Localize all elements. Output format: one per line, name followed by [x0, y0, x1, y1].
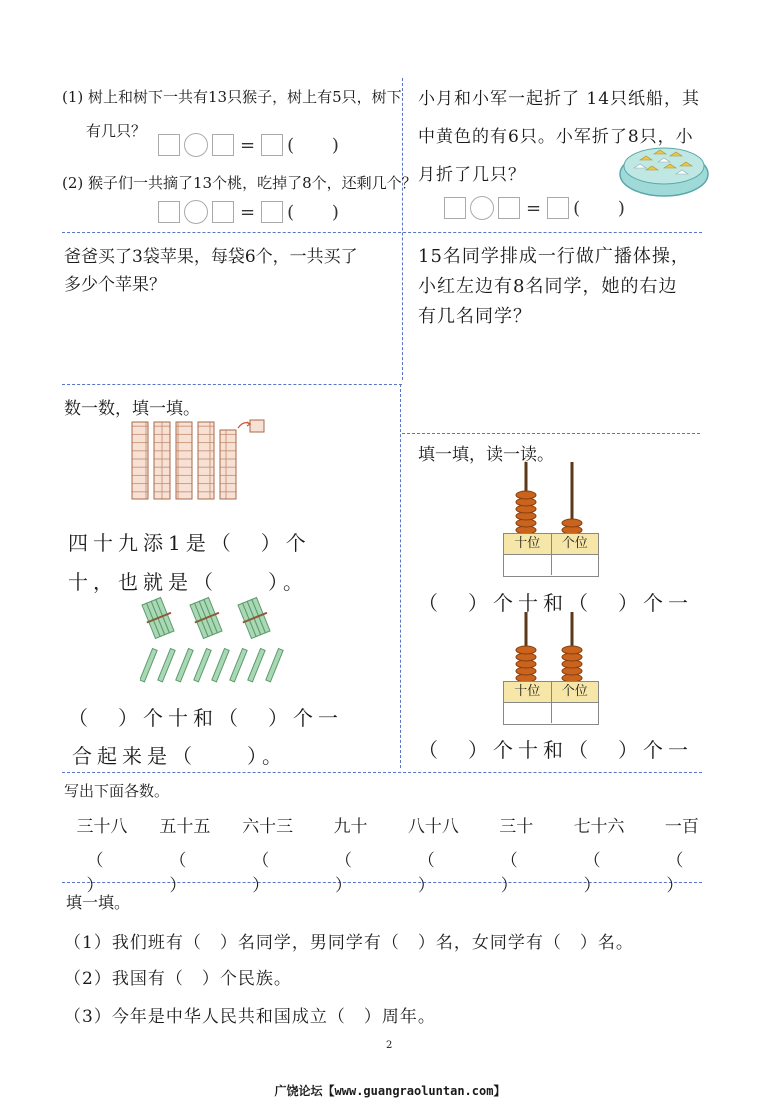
divider-row2	[62, 384, 402, 385]
divider-vertical-top	[402, 78, 403, 380]
equation-template-2[interactable]	[158, 200, 355, 224]
fill-in-title: 填一填。	[66, 893, 131, 912]
count-fill-line4: 合起来是（ ）。	[72, 744, 287, 768]
fill-in-q2: （2）我国有（ ）个民族。	[64, 969, 292, 989]
write-numbers-title: 写出下面各数。	[64, 782, 170, 800]
operator-circle[interactable]	[470, 196, 494, 220]
operator-circle[interactable]	[184, 133, 208, 157]
number-word: 五十五	[159, 817, 211, 837]
operator-circle[interactable]	[184, 200, 208, 224]
number-blank[interactable]: （ ）	[583, 851, 615, 896]
footer-source: 广饶论坛【www.guangraoluntan.com】	[274, 1084, 506, 1098]
fill-in-q1: （1）我们班有（ ）名同学，男同学有（ ）名，女同学有（ ）名。	[64, 933, 634, 953]
number-blank[interactable]: （ ）	[252, 851, 284, 896]
peach-question: (2) 猴子们一共摘了13个桃，吃掉了8个，还剩几个？	[62, 174, 417, 192]
answer-box[interactable]	[212, 201, 234, 223]
number-word: 一百	[664, 817, 699, 837]
divider-row1	[62, 232, 702, 233]
number-blank[interactable]: （ ）	[666, 851, 698, 896]
count-fill-line2: 十，也就是（ ）。	[68, 570, 308, 594]
monkey-question-line1: (1) 树上和树下一共有13只猴子，树上有5只，树下	[62, 88, 402, 106]
answer-box[interactable]	[212, 134, 234, 156]
stick-bundles-icon	[140, 596, 290, 684]
number-blank[interactable]: （ ）	[417, 851, 449, 896]
divider-right-mid	[402, 433, 700, 434]
number-word: 九十	[333, 817, 368, 837]
monkey-question-line2: 有几只？	[86, 122, 147, 140]
answer-box[interactable]	[498, 197, 520, 219]
number-blank[interactable]: （ ）	[335, 851, 367, 896]
number-word: 八十八	[407, 817, 459, 837]
tens-answer-cell[interactable]	[504, 703, 551, 723]
answer-box[interactable]	[444, 197, 466, 219]
unit-cubes-icon	[130, 418, 275, 500]
equation-template-1[interactable]	[158, 133, 355, 157]
apples-question-line2: 多少个苹果？	[64, 275, 166, 295]
boats-question-line2: 中黄色的有6只。小军折了8只，小	[418, 127, 694, 147]
equation-template-3[interactable]	[444, 196, 641, 220]
apples-question-line1: 爸爸买了3袋苹果，每袋6个，一共买了	[64, 247, 358, 267]
fill-in-q3: （3）今年是中华人民共和国成立（ ）周年。	[64, 1007, 436, 1027]
count-fill-line3: （ ）个十和（ ）个一	[68, 706, 343, 730]
number-blank[interactable]: （ ）	[500, 851, 532, 896]
ones-label: 个位	[551, 682, 599, 702]
abacus-1-icon	[504, 462, 596, 534]
answer-box[interactable]	[158, 201, 180, 223]
number-blank[interactable]: （ ）	[86, 851, 118, 896]
ones-answer-cell[interactable]	[551, 555, 599, 575]
tens-label: 十位	[514, 684, 541, 699]
equals-sign: =	[526, 197, 542, 219]
equals-sign: =	[240, 134, 256, 156]
number-word: 六十三	[242, 817, 294, 837]
number-word: 三十	[499, 817, 534, 837]
boats-question-line1: 小月和小军一起折了 14只纸船，其	[418, 89, 701, 109]
answer-box[interactable]	[261, 134, 283, 156]
answer-box[interactable]	[261, 201, 283, 223]
abacus-answer-1: （ ）个十和（ ）个一	[418, 591, 693, 615]
students-question-line2: 小红左边有8名同学，她的右边	[418, 276, 678, 297]
count-fill-title: 数一数，填一填。	[64, 399, 200, 419]
unit-paren[interactable]: ( )	[573, 197, 641, 219]
answer-box[interactable]	[547, 197, 569, 219]
abacus-fill-title: 填一填，读一读。	[418, 445, 554, 465]
unit-paren[interactable]: ( )	[287, 201, 355, 223]
paper-boats-bowl-icon	[618, 140, 710, 198]
number-word: 三十八	[76, 817, 128, 837]
ones-answer-cell[interactable]	[551, 703, 599, 723]
page-number: 2	[386, 1040, 393, 1051]
number-blanks-row	[72, 846, 712, 896]
number-words-row	[72, 812, 712, 837]
place-value-table-2	[503, 681, 599, 725]
students-question-line3: 有几名同学？	[418, 306, 532, 327]
abacus-2-icon	[504, 612, 596, 682]
unit-paren[interactable]: ( )	[287, 134, 355, 156]
ones-label: 个位	[551, 534, 599, 554]
equals-sign: =	[240, 201, 256, 223]
students-question-line1: 15名同学排成一行做广播体操，	[418, 246, 690, 267]
boats-question-line3: 月折了几只？	[418, 165, 526, 185]
place-value-table-1	[503, 533, 599, 577]
number-blank[interactable]: （ ）	[169, 851, 201, 896]
tens-label: 十位	[514, 536, 541, 551]
divider-vertical-mid	[400, 384, 401, 768]
tens-answer-cell[interactable]	[504, 555, 551, 575]
answer-box[interactable]	[158, 134, 180, 156]
divider-row3	[62, 772, 702, 773]
abacus-answer-2: （ ）个十和（ ）个一	[418, 738, 693, 762]
count-fill-line1: 四十九添1是（ ）个	[68, 531, 311, 555]
number-word: 七十六	[573, 817, 625, 837]
